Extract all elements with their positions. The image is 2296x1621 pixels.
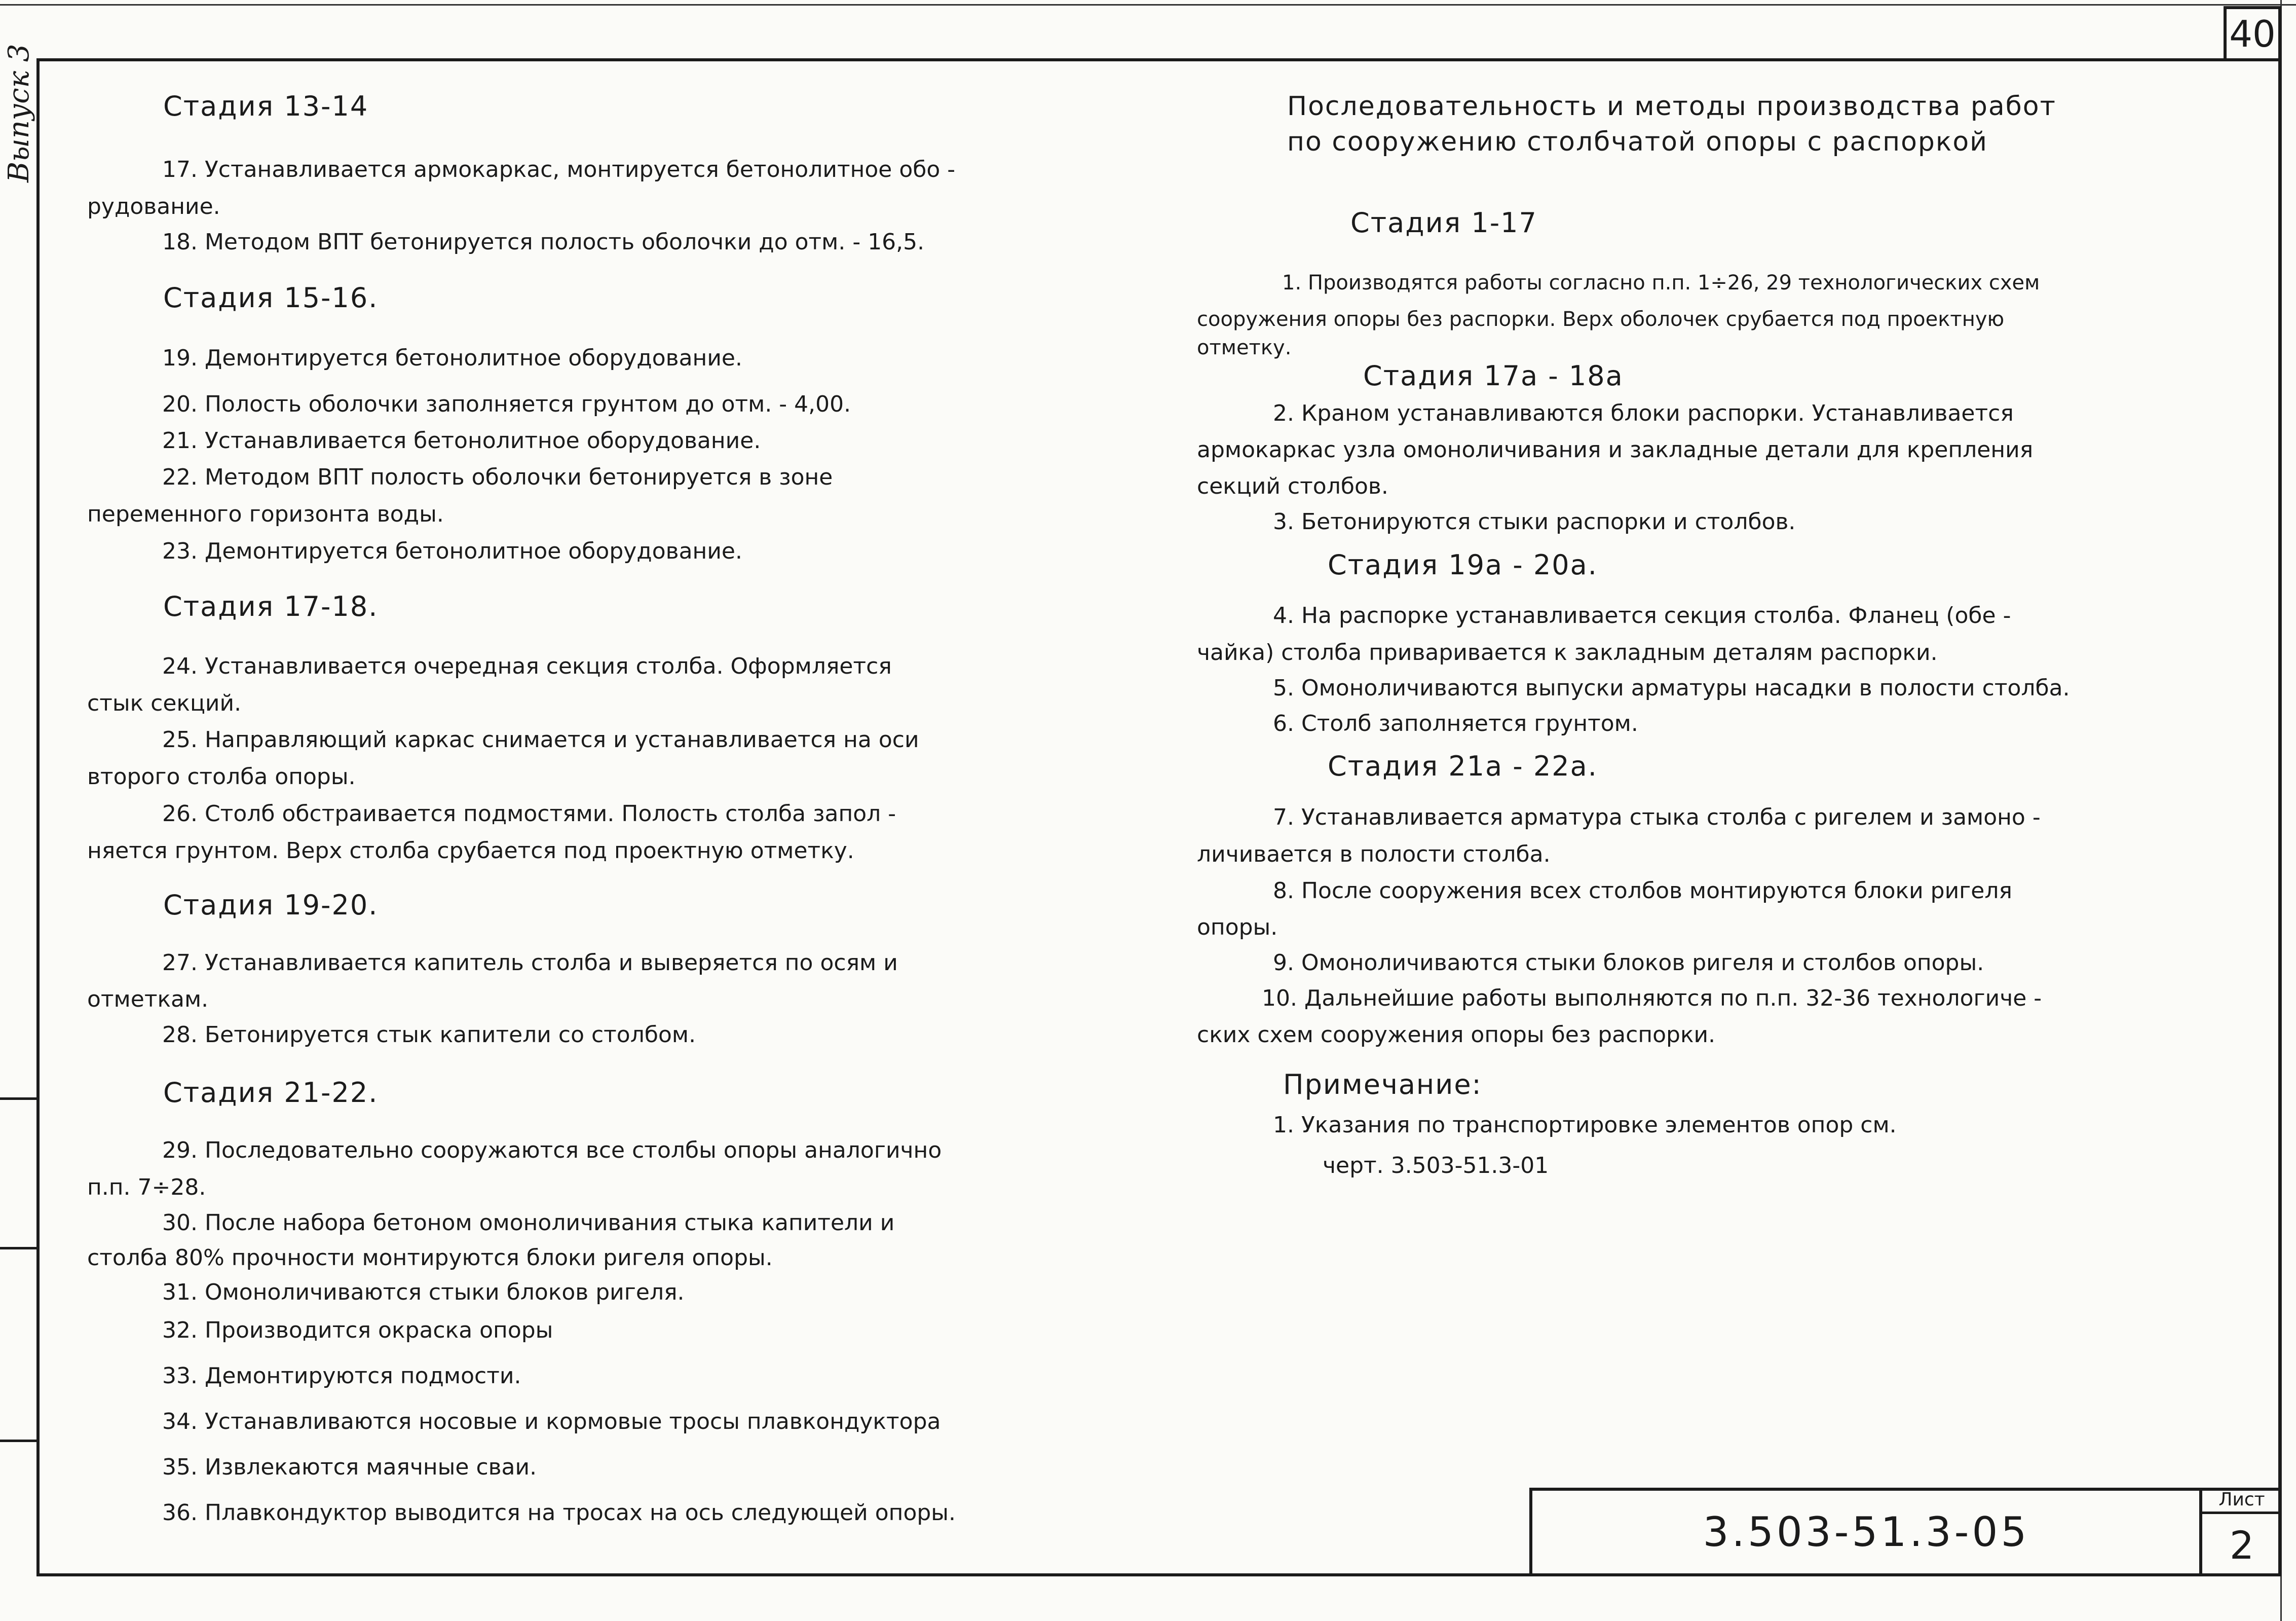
left-binding-strip [0, 1097, 36, 1576]
stage-heading: Стадия 15-16. [163, 282, 379, 314]
text-line: 30. После набора бетоном омоноличивания стыка капители и [162, 1210, 895, 1236]
text-line: 26. Столб обстраивается подмостями. Полость столба запол - [162, 801, 896, 827]
text-line: стык секций. [87, 690, 242, 716]
text-line: няется грунтом. Верх столба срубается под проектную отметку. [87, 838, 854, 864]
strip-cell [0, 1100, 36, 1249]
text-line: ских схем сооружения опоры без распорки. [1197, 1022, 1716, 1048]
text-line: черт. 3.503-51.3-01 [1323, 1153, 1549, 1178]
stage-heading: Стадия 21-22. [163, 1077, 379, 1109]
text-line: отметку. [1197, 336, 1292, 359]
text-line: опоры. [1197, 914, 1278, 940]
text-line: 17. Устанавливается армокаркас, монтируется бетонолитное обо - [162, 157, 956, 182]
text-line: п.п. 7÷28. [87, 1174, 206, 1200]
text-line: 3. Бетонируются стыки распорки и столбов. [1273, 509, 1796, 535]
text-line: 10. Дальнейшие работы выполняются по п.п. 32-36 технологиче - [1262, 985, 2042, 1011]
text-line: 1. Производятся работы согласно п.п. 1÷26, 29 технологических схем [1282, 271, 2040, 294]
text-line: 25. Направляющий каркас снимается и устанавливается на оси [162, 727, 919, 753]
strip-cell [0, 1440, 36, 1579]
text-line: армокаркас узла омоноличивания и закладные детали для крепления [1197, 437, 2034, 463]
text-line: 5. Омоноличиваются выпуски арматуры насадки в полости столба. [1273, 675, 2070, 701]
text-line: 2. Краном устанавливаются блоки распорки. Устанавливается [1273, 400, 2014, 426]
text-line: рудование. [87, 194, 220, 219]
top-sheet-number: 40 [2224, 6, 2281, 59]
text-line: столба 80% прочности монтируются блоки ригеля опоры. [87, 1245, 773, 1271]
text-line: 27. Устанавливается капитель столба и выверяется по осям и [162, 950, 898, 976]
sheet-label: Лист [2202, 1488, 2281, 1514]
text-line: 32. Производится окраска опоры [162, 1317, 553, 1343]
note-heading: Примечание: [1283, 1069, 1482, 1100]
text-line: 24. Устанавливается очередная секция столба. Оформляется [162, 653, 892, 679]
text-line: 20. Полость оболочки заполняется грунтом до отм. - 4,00. [162, 391, 851, 417]
section-heading: по сооружению столбчатой опоры с распоркой [1287, 127, 1988, 157]
text-line: 7. Устанавливается арматура стыка столба с ригелем и замоно - [1273, 804, 2041, 830]
stage-heading: Стадия 19-20. [163, 889, 379, 921]
text-line: чайка) столба приваривается к закладным деталям распорки. [1197, 640, 1938, 666]
side-label: Выпуск 3 [3, 44, 35, 182]
text-line: 23. Демонтируется бетонолитное оборудование. [162, 538, 742, 564]
text-line: переменного горизонта воды. [87, 501, 444, 527]
text-line: отметкам. [87, 986, 209, 1012]
stage-heading: Стадия 21а - 22а. [1328, 750, 1598, 782]
text-line: секций столбов. [1197, 473, 1388, 499]
stage-heading: Стадия 13-14 [163, 90, 369, 122]
stage-heading: Стадия 17а - 18а [1363, 360, 1624, 392]
drawing-code: 3.503-51.3-05 [1703, 1508, 2030, 1556]
text-line: 33. Демонтируются подмости. [162, 1363, 521, 1389]
text-line: 36. Плавкондуктор выводится на тросах на ось следующей опоры. [162, 1500, 956, 1526]
text-line: 22. Методом ВПТ полость оболочки бетонируется в зоне [162, 464, 833, 490]
top-border-line [0, 4, 2296, 6]
strip-cell [0, 1247, 36, 1442]
text-line: 28. Бетонируется стык капители со столбом. [162, 1022, 696, 1048]
sheet-number: 2 [2229, 1523, 2254, 1568]
text-line: личивается в полости столба. [1197, 841, 1551, 867]
text-line: 6. Столб заполняется грунтом. [1273, 711, 1638, 736]
text-line: 35. Извлекаются маячные сваи. [162, 1454, 537, 1480]
text-line: 29. Последовательно сооружаются все столбы опоры аналогично [162, 1137, 942, 1163]
text-line: сооружения опоры без распорки. Верх оболочек срубается под проектную [1197, 308, 2005, 331]
text-line: 34. Устанавливаются носовые и кормовые тросы плавкондуктора [162, 1409, 941, 1434]
text-line: 8. После сооружения всех столбов монтируются блоки ригеля [1273, 878, 2012, 904]
text-line: 1. Указания по транспортировке элементов опор см. [1273, 1112, 1897, 1138]
stage-heading: Стадия 19а - 20а. [1328, 549, 1598, 581]
stage-heading: Стадия 17-18. [163, 591, 379, 622]
text-line: 9. Омоноличиваются стыки блоков ригеля и столбов опоры. [1273, 950, 1984, 976]
section-heading: Последовательность и методы производства работ [1287, 91, 2056, 122]
text-line: 31. Омоноличиваются стыки блоков ригеля. [162, 1279, 685, 1305]
text-line: 18. Методом ВПТ бетонируется полость оболочки до отм. - 16,5. [162, 229, 925, 255]
stage-heading: Стадия 1-17 [1350, 207, 1537, 239]
text-line: 21. Устанавливается бетонолитное оборудование. [162, 428, 761, 454]
text-line: второго столба опоры. [87, 764, 356, 790]
text-line: 19. Демонтируется бетонолитное оборудование. [162, 345, 742, 371]
text-line: 4. На распорке устанавливается секция столба. Фланец (обе - [1273, 603, 2011, 629]
